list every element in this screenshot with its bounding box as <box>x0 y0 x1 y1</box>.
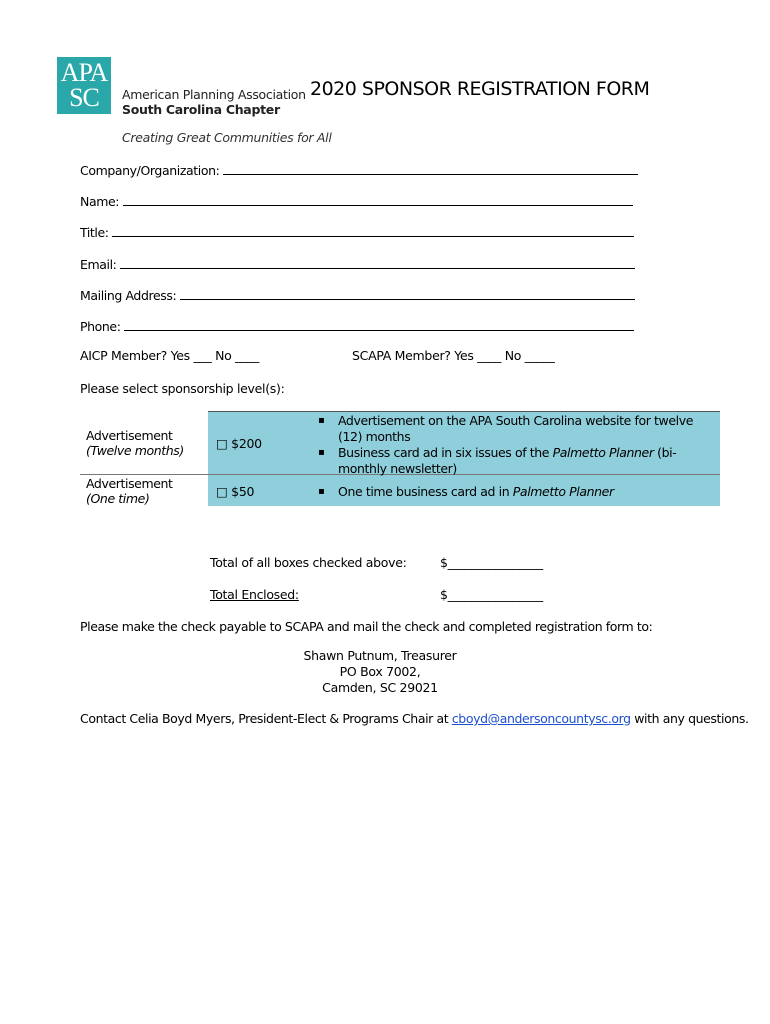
logo-line-2: SC <box>69 83 99 112</box>
benefit-item: ▪ Advertisement on the APA South Carolina website for twelve (12) months <box>314 413 714 445</box>
org-name: American Planning Association <box>122 87 306 102</box>
title-line[interactable] <box>112 224 634 237</box>
level-1-benefits <box>314 413 714 477</box>
email-field[interactable] <box>80 256 635 272</box>
level-1-name: Advertisement <box>86 428 173 443</box>
level-twelve-months <box>80 428 208 458</box>
org-tagline: Creating Great Communities for All <box>122 130 332 145</box>
phone-line[interactable] <box>124 318 634 331</box>
total-enclosed-label: Total Enclosed: <box>210 587 299 602</box>
level-2-name: Advertisement <box>86 476 173 491</box>
mailing-address-block <box>230 648 530 696</box>
payment-instructions: Please make the check payable to SCAPA and mail the check and completed registration form to: <box>80 619 653 634</box>
total-checked-label: Total of all boxes checked above: <box>210 555 407 570</box>
phone-field[interactable] <box>80 318 634 334</box>
mailing-address-line[interactable] <box>180 287 635 300</box>
logo-line-1: APA <box>60 58 108 87</box>
level-1-period: (Twelve months) <box>86 443 184 458</box>
name-line[interactable] <box>123 193 633 206</box>
benefit-item: ▪ Business card ad in six issues of the Palmetto Planner (bi-monthly newsletter) <box>314 445 714 477</box>
mailing-address-field[interactable] <box>80 287 635 303</box>
select-sponsorship-label: Please select sponsorship level(s): <box>80 381 285 396</box>
contact-email-link[interactable]: cboyd@andersoncountysc.org <box>451 711 631 726</box>
org-chapter: South Carolina Chapter <box>122 102 280 117</box>
scapa-member-question[interactable]: SCAPA Member? Yes ____ No _____ <box>352 348 555 363</box>
contact-line <box>80 711 749 726</box>
phone-label: Phone: <box>80 319 121 334</box>
table-top-border <box>208 411 720 412</box>
level-2-period: (One time) <box>86 491 150 506</box>
level-1-checkbox[interactable]: □ $200 <box>216 436 262 451</box>
email-line[interactable] <box>120 256 635 269</box>
company-line[interactable] <box>223 162 638 175</box>
aicp-member-question[interactable]: AICP Member? Yes ___ No ____ <box>80 348 259 363</box>
level-2-benefits <box>314 484 714 500</box>
level-one-time <box>80 476 208 506</box>
level-2-checkbox[interactable]: □ $50 <box>216 484 255 499</box>
apa-sc-logo <box>57 57 111 114</box>
name-label: Name: <box>80 194 120 209</box>
address-line-3: Camden, SC 29021 <box>322 680 438 695</box>
address-line-1: Shawn Putnum, Treasurer <box>303 648 457 663</box>
email-label: Email: <box>80 257 117 272</box>
company-field[interactable] <box>80 162 638 178</box>
contact-prefix: Contact Celia Boyd Myers, President-Elect & Programs Chair at <box>80 711 449 726</box>
title-field[interactable] <box>80 224 634 240</box>
contact-suffix: with any questions. <box>634 711 749 726</box>
mailing-address-label: Mailing Address: <box>80 288 177 303</box>
total-enclosed-value[interactable]: $________________ <box>440 587 543 602</box>
benefit-item: ▪ One time business card ad in Palmetto Planner <box>314 484 714 500</box>
total-checked-value[interactable]: $________________ <box>440 555 543 570</box>
address-line-2: PO Box 7002, <box>339 664 421 679</box>
company-label: Company/Organization: <box>80 163 220 178</box>
form-title: 2020 SPONSOR REGISTRATION FORM <box>310 78 650 100</box>
name-field[interactable] <box>80 193 633 209</box>
title-label: Title: <box>80 225 109 240</box>
